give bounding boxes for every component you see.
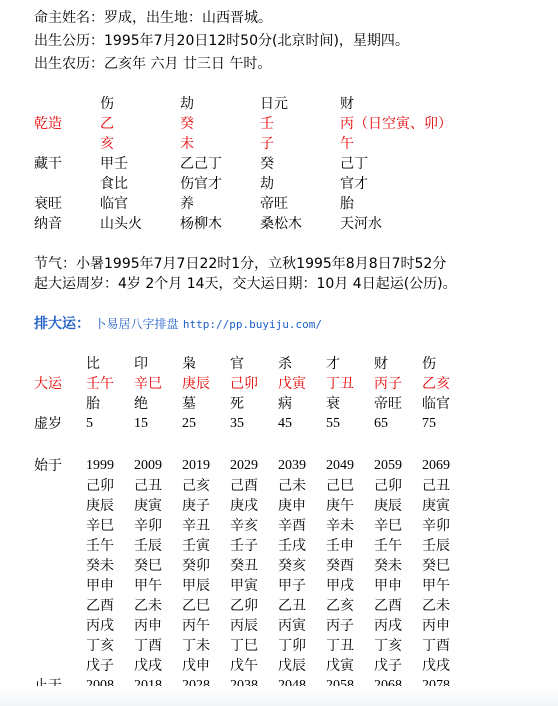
dayun-ganzhi-cell-1: 壬午 <box>86 376 114 392</box>
liunian-cell-7: 己卯 <box>374 478 402 494</box>
liunian-table <box>34 456 554 701</box>
dayun-ganzhi-cell-5: 戊寅 <box>278 376 306 392</box>
start-year-cell-1: 1999 <box>86 458 114 473</box>
liunian-cell-3: 癸卯 <box>182 558 210 574</box>
canggan-month: 乙己丁 <box>180 156 222 172</box>
shuaiwang-month: 养 <box>180 196 194 212</box>
liunian-cell-1: 丙戌 <box>86 618 114 634</box>
liunian-cell-3: 乙巳 <box>182 598 210 614</box>
liunian-cell-1: 庚辰 <box>86 498 114 514</box>
liunian-cell-6: 丙子 <box>326 618 354 634</box>
liunian-cell-3: 己亥 <box>182 478 210 494</box>
liunian-cell-1: 戊子 <box>86 658 114 674</box>
liunian-cell-5: 乙丑 <box>278 598 306 614</box>
stem-month: 癸 <box>180 116 194 132</box>
liunian-cell-1: 甲申 <box>86 578 114 594</box>
site-url-link[interactable]: http://pp.buyiju.com/ <box>182 318 322 331</box>
dayun-ganzhi-cell-6: 丁丑 <box>326 376 354 392</box>
liunian-cell-7: 甲申 <box>374 578 402 594</box>
dayun-shishen-cell-6: 才 <box>326 356 340 372</box>
dayun-xusui-cell-6: 55 <box>326 416 340 431</box>
liunian-cell-3: 戊申 <box>182 658 210 674</box>
canggan-shishen-hour: 官才 <box>340 176 368 192</box>
liunian-cell-2: 丁酉 <box>134 638 162 654</box>
dayun-shishen-cell-1: 比 <box>86 356 100 372</box>
branch-day: 子 <box>260 136 274 152</box>
dayun-xusui-cell-4: 35 <box>230 416 244 431</box>
liunian-cell-5: 辛酉 <box>278 518 306 534</box>
canggan-day: 癸 <box>260 156 274 172</box>
dayun-state-cell-5: 病 <box>278 396 292 412</box>
liunian-cell-4: 癸丑 <box>230 558 258 574</box>
dayun-label: 大运 <box>34 376 62 392</box>
shuaiwang-day: 帝旺 <box>260 196 288 212</box>
liunian-cell-7: 丁亥 <box>374 638 402 654</box>
liunian-cell-8: 丙申 <box>422 618 450 634</box>
dayun-title <box>34 314 322 335</box>
canggan-shishen-month: 伤官才 <box>180 176 222 192</box>
solar-birth-line: 出生公历：1995年7月20日12时50分(北京时间)，星期四。 <box>34 33 409 49</box>
liunian-cell-6: 戊寅 <box>326 658 354 674</box>
dayun-xusui-cell-5: 45 <box>278 416 292 431</box>
dayun-xusui-cell-8: 75 <box>422 416 436 431</box>
liunian-cell-3: 甲辰 <box>182 578 210 594</box>
branch-month: 未 <box>180 136 194 152</box>
shuaiwang-hour: 胎 <box>340 196 354 212</box>
liunian-cell-5: 丙寅 <box>278 618 306 634</box>
liunian-cell-7: 乙酉 <box>374 598 402 614</box>
liunian-cell-3: 丙午 <box>182 618 210 634</box>
stem-year: 乙 <box>100 116 114 132</box>
liunian-cell-8: 癸巳 <box>422 558 450 574</box>
canggan-shishen-year: 食比 <box>100 176 128 192</box>
qianzao-label: 乾造 <box>34 116 62 132</box>
dayun-ganzhi-cell-3: 庚辰 <box>182 376 210 392</box>
dayun-ganzhi-cell-4: 己卯 <box>230 376 258 392</box>
liunian-cell-8: 乙未 <box>422 598 450 614</box>
dayun-ganzhi-cell-7: 丙子 <box>374 376 402 392</box>
liunian-cell-3: 壬寅 <box>182 538 210 554</box>
liunian-cell-6: 己巳 <box>326 478 354 494</box>
nayin-month: 杨柳木 <box>180 216 222 232</box>
branch-year: 亥 <box>100 136 114 152</box>
liunian-cell-8: 辛卯 <box>422 518 450 534</box>
dayun-shishen-cell-5: 杀 <box>278 356 292 372</box>
liunian-cell-5: 癸亥 <box>278 558 306 574</box>
liunian-cell-4: 庚戌 <box>230 498 258 514</box>
liunian-cell-8: 壬辰 <box>422 538 450 554</box>
liunian-cell-2: 己丑 <box>134 478 162 494</box>
liunian-cell-7: 丙戌 <box>374 618 402 634</box>
liunian-cell-4: 壬子 <box>230 538 258 554</box>
liunian-cell-7: 庚辰 <box>374 498 402 514</box>
stem-day: 壬 <box>260 116 274 132</box>
liunian-cell-1: 己卯 <box>86 478 114 494</box>
bazi-header-day: 日元 <box>260 96 288 112</box>
dayun-state-cell-8: 临官 <box>422 396 450 412</box>
jieqi-line: 节气：小暑1995年7月7日22时1分，立秋1995年8月8日7时52分 <box>34 256 447 272</box>
nayin-hour: 天河水 <box>340 216 382 232</box>
dayun-shishen-cell-4: 官 <box>230 356 244 372</box>
dayun-state-cell-4: 死 <box>230 396 244 412</box>
liunian-cell-6: 乙亥 <box>326 598 354 614</box>
shuaiwang-label: 衰旺 <box>34 196 62 212</box>
nayin-label: 纳音 <box>34 216 62 232</box>
liunian-cell-5: 甲子 <box>278 578 306 594</box>
liunian-cell-7: 戊子 <box>374 658 402 674</box>
liunian-cell-1: 壬午 <box>86 538 114 554</box>
liunian-cell-5: 己未 <box>278 478 306 494</box>
liunian-cell-3: 辛丑 <box>182 518 210 534</box>
liunian-cell-8: 戊戌 <box>422 658 450 674</box>
site-name-link[interactable]: 卜易居八字排盘 <box>94 317 179 331</box>
start-year-cell-7: 2059 <box>374 458 402 473</box>
liunian-cell-7: 辛巳 <box>374 518 402 534</box>
dayun-xusui-cell-7: 65 <box>374 416 388 431</box>
liunian-cell-1: 癸未 <box>86 558 114 574</box>
liunian-cell-4: 己酉 <box>230 478 258 494</box>
canggan-year: 甲壬 <box>100 156 128 172</box>
liunian-cell-6: 辛未 <box>326 518 354 534</box>
dayun-shishen-cell-8: 伤 <box>422 356 436 372</box>
dayun-xusui-cell-2: 15 <box>134 416 148 431</box>
canggan-hour: 己丁 <box>340 156 368 172</box>
dayun-shishen-cell-7: 财 <box>374 356 388 372</box>
liunian-cell-2: 壬辰 <box>134 538 162 554</box>
dayun-shishen-cell-3: 枭 <box>182 356 196 372</box>
liunian-cell-7: 癸未 <box>374 558 402 574</box>
start-year-cell-5: 2039 <box>278 458 306 473</box>
dayun-title-label: 排大运： <box>34 316 90 332</box>
liunian-cell-2: 庚寅 <box>134 498 162 514</box>
dayun-state-cell-6: 衰 <box>326 396 340 412</box>
liunian-cell-6: 庚午 <box>326 498 354 514</box>
liunian-cell-2: 乙未 <box>134 598 162 614</box>
liunian-cell-3: 庚子 <box>182 498 210 514</box>
lunar-birth-line: 出生农历：乙亥年 六月 廿三日 午时。 <box>34 56 272 72</box>
liunian-cell-1: 辛巳 <box>86 518 114 534</box>
bazi-header-year: 伤 <box>100 96 114 112</box>
dayun-xusui-cell-1: 5 <box>86 416 93 431</box>
liunian-cell-6: 癸酉 <box>326 558 354 574</box>
liunian-cell-2: 癸巳 <box>134 558 162 574</box>
liunian-cell-1: 乙酉 <box>86 598 114 614</box>
page-bottom-shade <box>0 686 558 706</box>
liunian-cell-4: 甲寅 <box>230 578 258 594</box>
liunian-cell-8: 甲午 <box>422 578 450 594</box>
liunian-cell-5: 壬戌 <box>278 538 306 554</box>
shuaiwang-year: 临官 <box>100 196 128 212</box>
bazi-table <box>34 94 534 244</box>
liunian-cell-6: 壬申 <box>326 538 354 554</box>
canggan-shishen-day: 劫 <box>260 176 274 192</box>
liunian-cell-1: 丁亥 <box>86 638 114 654</box>
dayun-state-cell-1: 胎 <box>86 396 100 412</box>
liunian-cell-2: 辛卯 <box>134 518 162 534</box>
liunian-cell-4: 戊午 <box>230 658 258 674</box>
stem-hour: 丙（日空寅、卯） <box>340 116 452 132</box>
liunian-cell-5: 丁卯 <box>278 638 306 654</box>
liunian-cell-6: 甲戌 <box>326 578 354 594</box>
dayun-ganzhi-cell-2: 辛巳 <box>134 376 162 392</box>
start-year-cell-2: 2009 <box>134 458 162 473</box>
dayun-shishen-cell-2: 印 <box>134 356 148 372</box>
nayin-year: 山头火 <box>100 216 142 232</box>
liunian-cell-4: 乙卯 <box>230 598 258 614</box>
start-year-cell-3: 2019 <box>182 458 210 473</box>
bazi-header-hour: 财 <box>340 96 354 112</box>
liunian-cell-6: 丁丑 <box>326 638 354 654</box>
nayin-day: 桑松木 <box>260 216 302 232</box>
liunian-cell-7: 壬午 <box>374 538 402 554</box>
dayun-ganzhi-cell-8: 乙亥 <box>422 376 450 392</box>
liunian-cell-5: 戊辰 <box>278 658 306 674</box>
liunian-cell-8: 己丑 <box>422 478 450 494</box>
liunian-cell-4: 辛亥 <box>230 518 258 534</box>
start-label: 始于 <box>34 458 62 474</box>
liunian-cell-8: 丁酉 <box>422 638 450 654</box>
start-year-cell-4: 2029 <box>230 458 258 473</box>
qiyun-line: 起大运周岁：4岁 2个月 14天，交大运日期：10月 4日起运(公历)。 <box>34 276 457 292</box>
canggan-label: 藏干 <box>34 156 62 172</box>
name-line: 命主姓名：罗成，出生地：山西晋城。 <box>34 10 272 26</box>
dayun-state-cell-2: 绝 <box>134 396 148 412</box>
bazi-header-month: 劫 <box>180 96 194 112</box>
liunian-cell-8: 庚寅 <box>422 498 450 514</box>
dayun-table <box>34 354 554 438</box>
liunian-cell-5: 庚申 <box>278 498 306 514</box>
start-year-cell-8: 2069 <box>422 458 450 473</box>
liunian-cell-3: 丁未 <box>182 638 210 654</box>
dayun-state-cell-3: 墓 <box>182 396 196 412</box>
liunian-cell-2: 甲午 <box>134 578 162 594</box>
dayun-xusui-cell-3: 25 <box>182 416 196 431</box>
liunian-cell-2: 丙申 <box>134 618 162 634</box>
dayun-state-cell-7: 帝旺 <box>374 396 402 412</box>
liunian-cell-4: 丙辰 <box>230 618 258 634</box>
xusui-label: 虚岁 <box>34 416 62 432</box>
liunian-cell-2: 戊戌 <box>134 658 162 674</box>
start-year-cell-6: 2049 <box>326 458 354 473</box>
branch-hour: 午 <box>340 136 354 152</box>
liunian-cell-4: 丁巳 <box>230 638 258 654</box>
